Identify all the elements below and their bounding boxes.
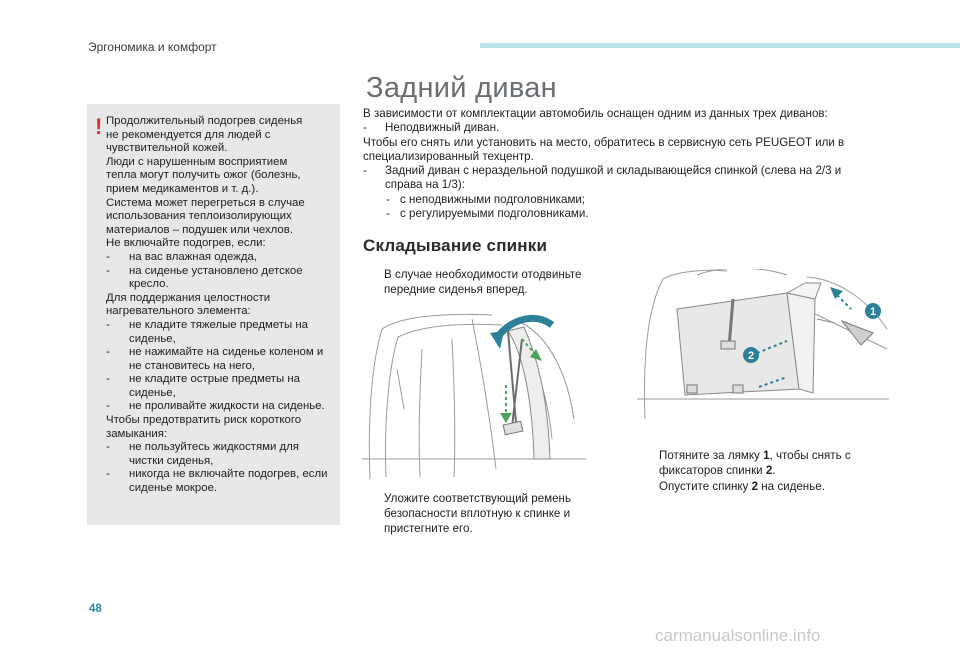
intro-list-item: - Задний диван с нераздельной подушкой и складывающейся спинкой (слева на 2/3 и — [363, 164, 883, 178]
step-pull-strap — [638, 448, 898, 478]
warning-list-item: - на сиденье установлено детское кресло. — [106, 265, 334, 292]
intro-text — [363, 107, 883, 221]
warning-line: не рекомендуется для людей с — [106, 128, 271, 141]
step-line: Уложите соответствующий ремень — [384, 492, 572, 505]
warning-line: замыкания: — [106, 427, 168, 440]
warning-list-item: - не кладите тяжелые предметы на сиденье, — [106, 319, 334, 346]
figure-fold-backrest — [637, 269, 889, 420]
warning-list-item: - не кладите острые предметы на сиденье, — [106, 373, 334, 400]
badge-2-label: 2 — [747, 350, 755, 362]
warning-text — [106, 115, 334, 496]
intro-sub-item: - с неподвижными подголовниками; — [363, 193, 883, 207]
watermark: carmanualsonline.info — [655, 626, 821, 645]
step-line: передние сиденья вперед. — [384, 283, 528, 296]
step-line: фиксаторов спинки 2. — [659, 464, 776, 477]
section-label: Эргономика и комфорт — [88, 40, 217, 54]
step-fasten-belt — [363, 491, 623, 536]
page-number: 48 — [89, 603, 102, 615]
warning-line: использования теплоизолирующих — [106, 210, 292, 223]
warning-line: материалов – подушек или чехлов. — [106, 223, 293, 236]
intro-sub-item: - с регулируемыми подголовниками. — [363, 207, 883, 221]
intro-line: специализированный техцентр. — [363, 149, 534, 163]
warning-line: Для поддержания целостности — [106, 291, 271, 304]
figure-seatbelt — [362, 309, 586, 483]
warning-line: чувствительной кожей. — [106, 142, 228, 155]
warning-line: тепла могут получить ожог (болезнь, — [106, 169, 301, 182]
step-line: безопасности вплотную к спинке и — [384, 507, 571, 520]
step-line: Потяните за лямку 1, чтобы снять с — [659, 449, 851, 462]
warning-line: Продолжительный подогрев сиденья — [106, 115, 303, 127]
warning-line: прием медикаментов и т. д.). — [106, 182, 259, 195]
section-subtitle: Складывание спинки — [363, 236, 548, 255]
step-line: пристегните его. — [384, 522, 473, 535]
fold-backrest-illustration — [637, 269, 889, 420]
warning-line: Не включайте подогрев, если: — [106, 237, 266, 250]
intro-line: В зависимости от комплектации автомобиль оснащен одним из данных трех диванов: — [363, 107, 828, 120]
header-accent-bar — [480, 43, 960, 48]
warning-icon: ! — [95, 114, 103, 139]
intro-line: Чтобы его снять или установить на место, обратитесь в сервисную сеть PEUGEOT или в — [363, 135, 845, 149]
warning-list-item: - никогда не включайте подогрев, если сиденье мокрое. — [106, 468, 334, 495]
intro-list-item: - Неподвижный диван. — [363, 121, 883, 135]
warning-list-item: - не нажимайте на сиденье коленом и не становитесь на него, — [106, 346, 334, 373]
warning-line: Люди с нарушенным восприятием — [106, 155, 288, 168]
warning-list-item: - не пользуйтесь жидкостями для чистки сиденья, — [106, 441, 334, 468]
badge-1-label: 1 — [869, 306, 877, 318]
warning-list-item: - на вас влажная одежда, — [106, 251, 334, 265]
intro-line: справа на 1/3): — [385, 178, 465, 192]
step-line: В случае необходимости отодвиньте — [384, 268, 582, 281]
seatbelt-illustration — [362, 309, 586, 483]
warning-line: Система может перегреться в случае — [106, 196, 305, 209]
step-lower-backrest — [638, 479, 898, 494]
page-title: Задний диван — [366, 72, 557, 104]
step-move-front-seats — [363, 267, 623, 297]
warning-line: нагревательного элемента: — [106, 305, 251, 318]
warning-list-item: - не проливайте жидкости на сиденье. — [106, 400, 334, 414]
step-line: Опустите спинку 2 на сиденье. — [659, 480, 825, 493]
warning-line: Чтобы предотвратить риск короткого — [106, 414, 302, 427]
